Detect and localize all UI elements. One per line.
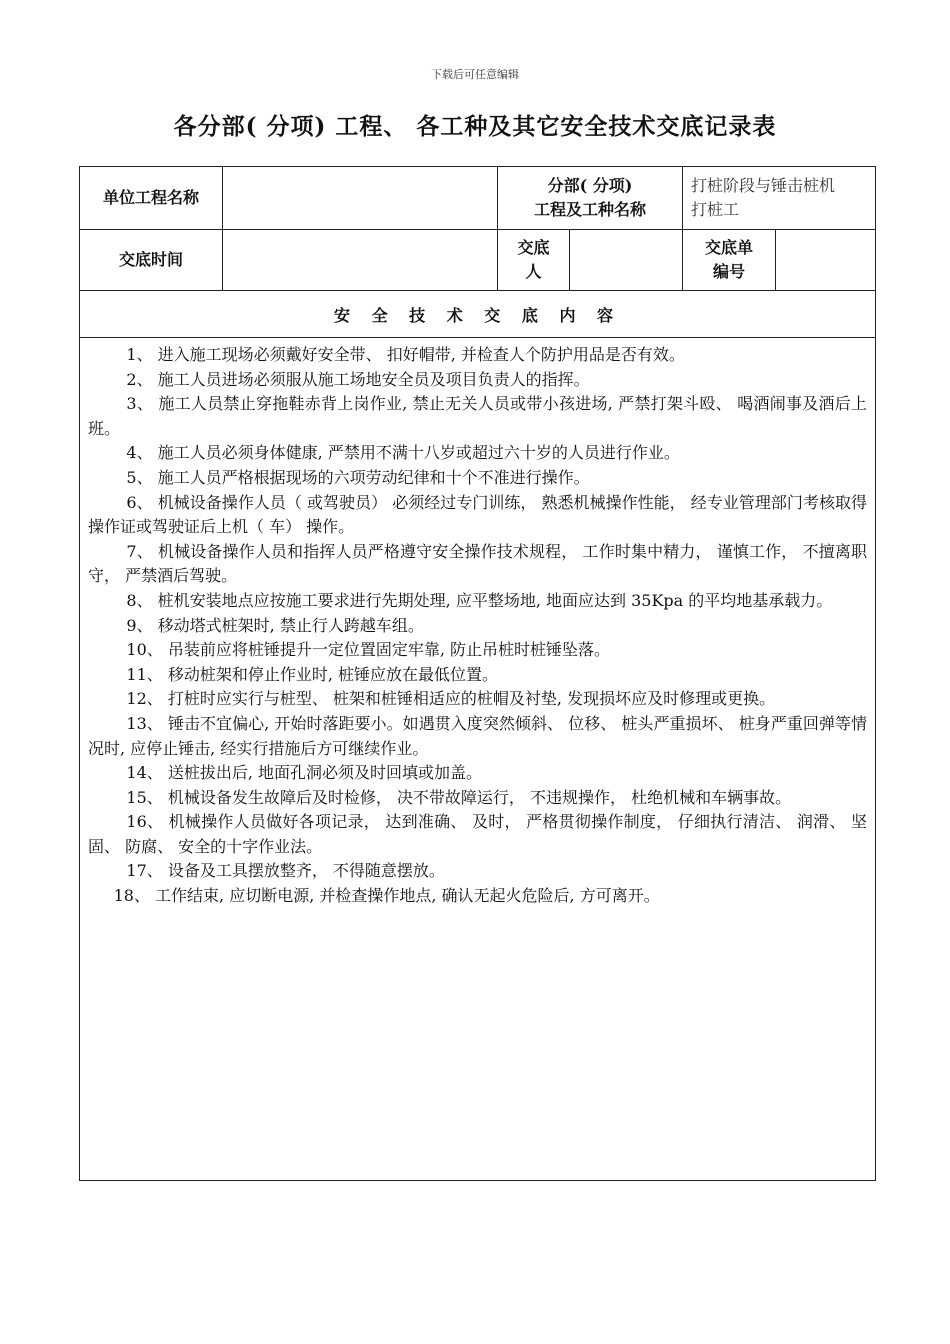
list-item: 14、 送桩拔出后, 地面孔洞必须及时回填或加盖。: [126, 763, 483, 783]
person-label-line1: 交底: [517, 238, 550, 257]
section-title: 安 全 技 术 交 底 内 容: [80, 291, 876, 338]
list-item: 4、 施工人员必须身体健康, 严禁用不满十八岁或超过六十岁的人员进行作业。: [126, 443, 680, 463]
unit-name-value[interactable]: [223, 167, 498, 230]
list-item: 18、 工作结束, 应切断电源, 并检查操作地点, 确认无起火危险后, 方可离开。: [113, 886, 660, 906]
division-value-line2: 打桩工: [691, 200, 740, 219]
list-item: 10、 吊装前应将桩锤提升一定位置固定牢靠, 防止吊桩时桩锤坠落。: [126, 640, 611, 660]
list-item: 11、 移动桩架和停止作业时, 桩锤应放在最低位置。: [126, 664, 499, 684]
row-content: [80, 338, 876, 1181]
number-label: [683, 230, 776, 291]
time-value[interactable]: [223, 230, 498, 291]
person-value[interactable]: [570, 230, 683, 291]
list-item: 8、 桩机安装地点应按施工要求进行先期处理, 应平整场地, 地面应达到 35Kpa 的平均地基承载力。: [126, 590, 833, 610]
list-item: 12、 打桩时应实行与桩型、 桩架和桩锤相适应的桩帽及衬垫, 发现损坏应及时修理或更换。: [126, 689, 776, 709]
division-label-line1: 分部( 分项): [547, 176, 633, 195]
list-item: 13、 锤击不宜偏心, 开始时落距要小。如遇贯入度突然倾斜、 位移、 桩头严重损坏、 桩身严重回弹等情况时, 应停止锤击, 经实行措施后方可继续作业。: [88, 713, 868, 758]
number-value[interactable]: [776, 230, 876, 291]
header-note: 下载后可任意编辑: [431, 68, 519, 81]
person-label: [498, 230, 570, 291]
number-label-line1: 交底单: [705, 238, 754, 257]
document-title: 各分部( 分项) 工程、 各工种及其它安全技术交底记录表: [173, 113, 777, 140]
list-item: 17、 设备及工具摆放整齐， 不得随意摆放。: [126, 861, 445, 881]
division-label-line2: 工程及工种名称: [534, 200, 647, 219]
list-item: 15、 机械设备发生故障后及时检修， 决不带故障运行， 不违规操作， 杜绝机械和车辆事故。: [126, 787, 792, 807]
list-item: 2、 施工人员进场必须服从施工场地安全员及项目负责人的指挥。: [126, 369, 590, 389]
list-item: 7、 机械设备操作人员和指挥人员严格遵守安全操作技术规程， 工作时集中精力， 谨慎工作， 不擅离职守， 严禁酒后驾驶。: [88, 541, 868, 586]
list-item: 9、 移动塔式桩架时, 禁止行人跨越车组。: [126, 615, 424, 635]
list-item: 6、 机械设备操作人员（ 或驾驶员） 必须经过专门训练， 熟悉机械操作性能， 经专业管理部门考核取得操作证或驾驶证后上机（ 车） 操作。: [88, 492, 868, 537]
row-time: [80, 230, 876, 291]
time-label: 交底时间: [80, 230, 223, 291]
number-label-line2: 编号: [713, 262, 746, 281]
unit-name-label: 单位工程名称: [80, 167, 223, 230]
division-value[interactable]: [683, 167, 876, 230]
row-section-title: [80, 291, 876, 338]
row-unit-name: [80, 167, 876, 230]
content-cell: [80, 338, 876, 1181]
list-item: 1、 进入施工现场必须戴好安全带、 扣好帽带, 并检查人个防护用品是否有效。: [126, 345, 685, 364]
list-item: 3、 施工人员禁止穿拖鞋赤背上岗作业, 禁止无关人员或带小孩进场, 严禁打架斗殴、 喝酒闹事及酒后上班。: [88, 394, 868, 438]
person-label-line2: 人: [525, 262, 542, 281]
list-item: 5、 施工人员严格根据现场的六项劳动纪律和十个不准进行操作。: [126, 467, 590, 487]
division-value-line1: 打桩阶段与锤击桩机: [691, 176, 836, 195]
list-item: 16、 机械操作人员做好各项记录， 达到准确、 及时， 严格贯彻操作制度， 仔细执行清洁、 润滑、 坚固、 防腐、 安全的十字作业法。: [88, 812, 868, 856]
division-label: [498, 167, 683, 230]
disclosure-form-table: [79, 166, 876, 1181]
